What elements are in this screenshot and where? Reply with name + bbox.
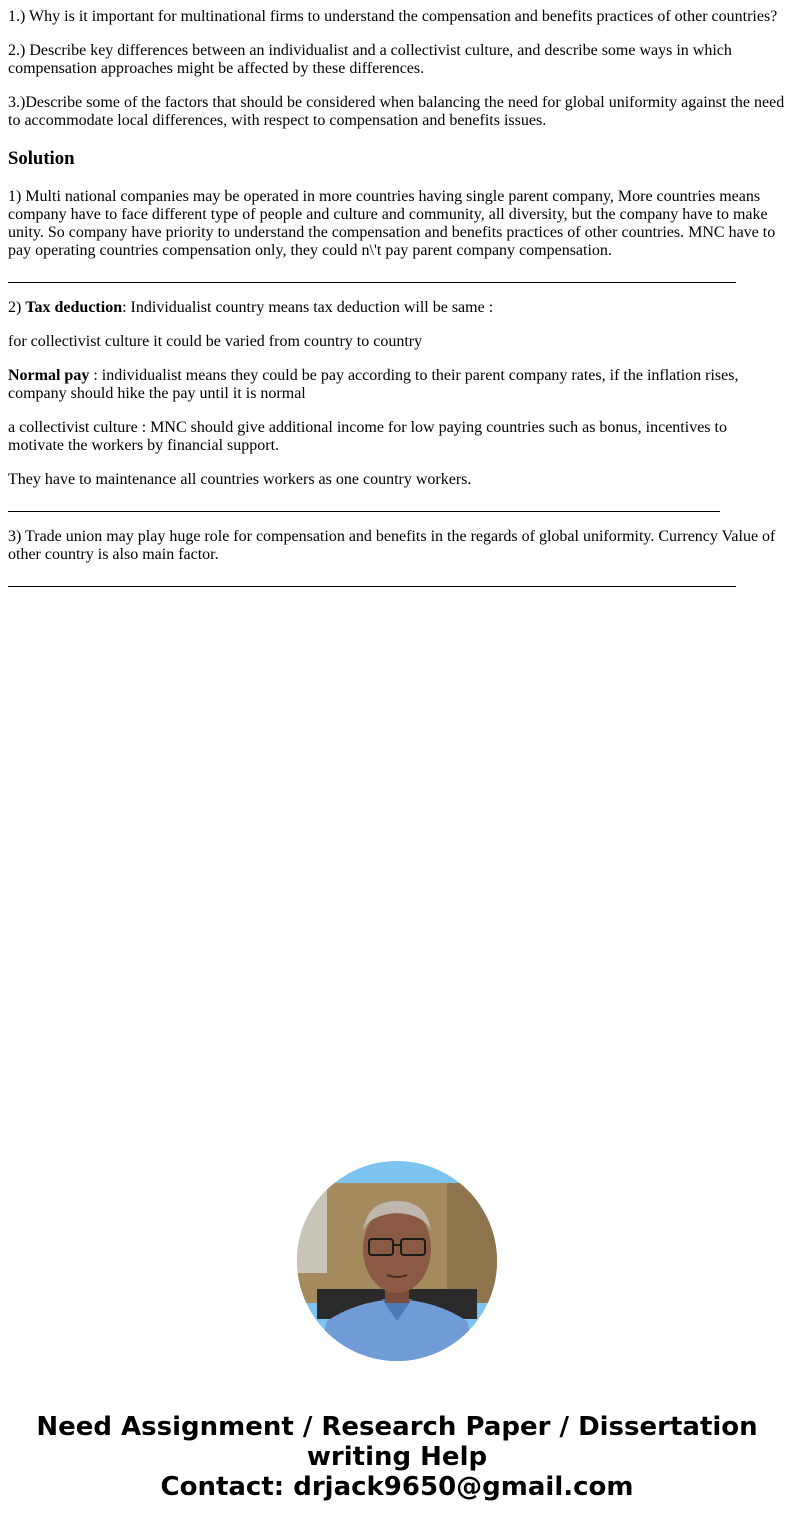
answer-2-collectivist-tax: for collectivist culture it could be varied from country to country (8, 333, 423, 350)
normal-pay-text: : individualist means they could be pay according to their parent company rates, if the inflation rises, company should hike the pay until it is normal (8, 367, 739, 402)
answer-1: 1) Multi national companies may be operated in more countries having single parent company, More countries means company have to face different type of people and culture and community, all diversity, but the company have to make unity. So company have priority to understand the compensation and benefits practices of other countries. MNC have to pay operating countries compensation only, they could n\'t pay parent company compensation. (8, 188, 776, 259)
divider (8, 511, 720, 512)
normal-pay-label: Normal pay (8, 367, 90, 384)
tax-deduction-label: Tax deduction (25, 299, 123, 316)
answer-3: 3) Trade union may play huge role for compensation and benefits in the regards of global uniformity. Currency Value of other country is also main factor. (8, 528, 776, 563)
author-portrait-icon (297, 1161, 497, 1361)
answer-2-prefix: 2) (8, 299, 26, 316)
answer-2-tax (8, 299, 786, 317)
promo-contact[interactable]: Contact: drjack9650@gmail.com (160, 1472, 634, 1502)
author-avatar (297, 1161, 497, 1361)
question-2: 2.) Describe key differences between an individualist and a collectivist culture, and describe some ways in which compensation approaches might be affected by these differences. (8, 42, 732, 77)
question-1: 1.) Why is it important for multinational firms to understand the compensation and benefits practices of other countries? (8, 8, 778, 25)
divider (8, 586, 736, 587)
divider (8, 282, 736, 283)
answer-2-maintenance: They have to maintenance all countries workers as one country workers. (8, 471, 472, 488)
solution-heading: Solution (8, 148, 75, 169)
answer-2-normal-pay (8, 367, 786, 403)
tax-deduction-text: : Individualist country means tax deduction will be same : (122, 299, 494, 316)
promo-line-2: writing Help (306, 1442, 488, 1472)
promo-line-1: Need Assignment / Research Paper / Dissertation (36, 1412, 758, 1442)
document-body (0, 8, 794, 587)
answer-2-collectivist-pay: a collectivist culture : MNC should give additional income for low paying countries such as bonus, incentives to motivate the workers by financial support. (8, 419, 727, 454)
promo-banner (0, 1412, 794, 1502)
question-3: 3.)Describe some of the factors that should be considered when balancing the need for global uniformity against the need to accommodate local differences, with respect to compensation and benefits issues. (8, 94, 785, 129)
